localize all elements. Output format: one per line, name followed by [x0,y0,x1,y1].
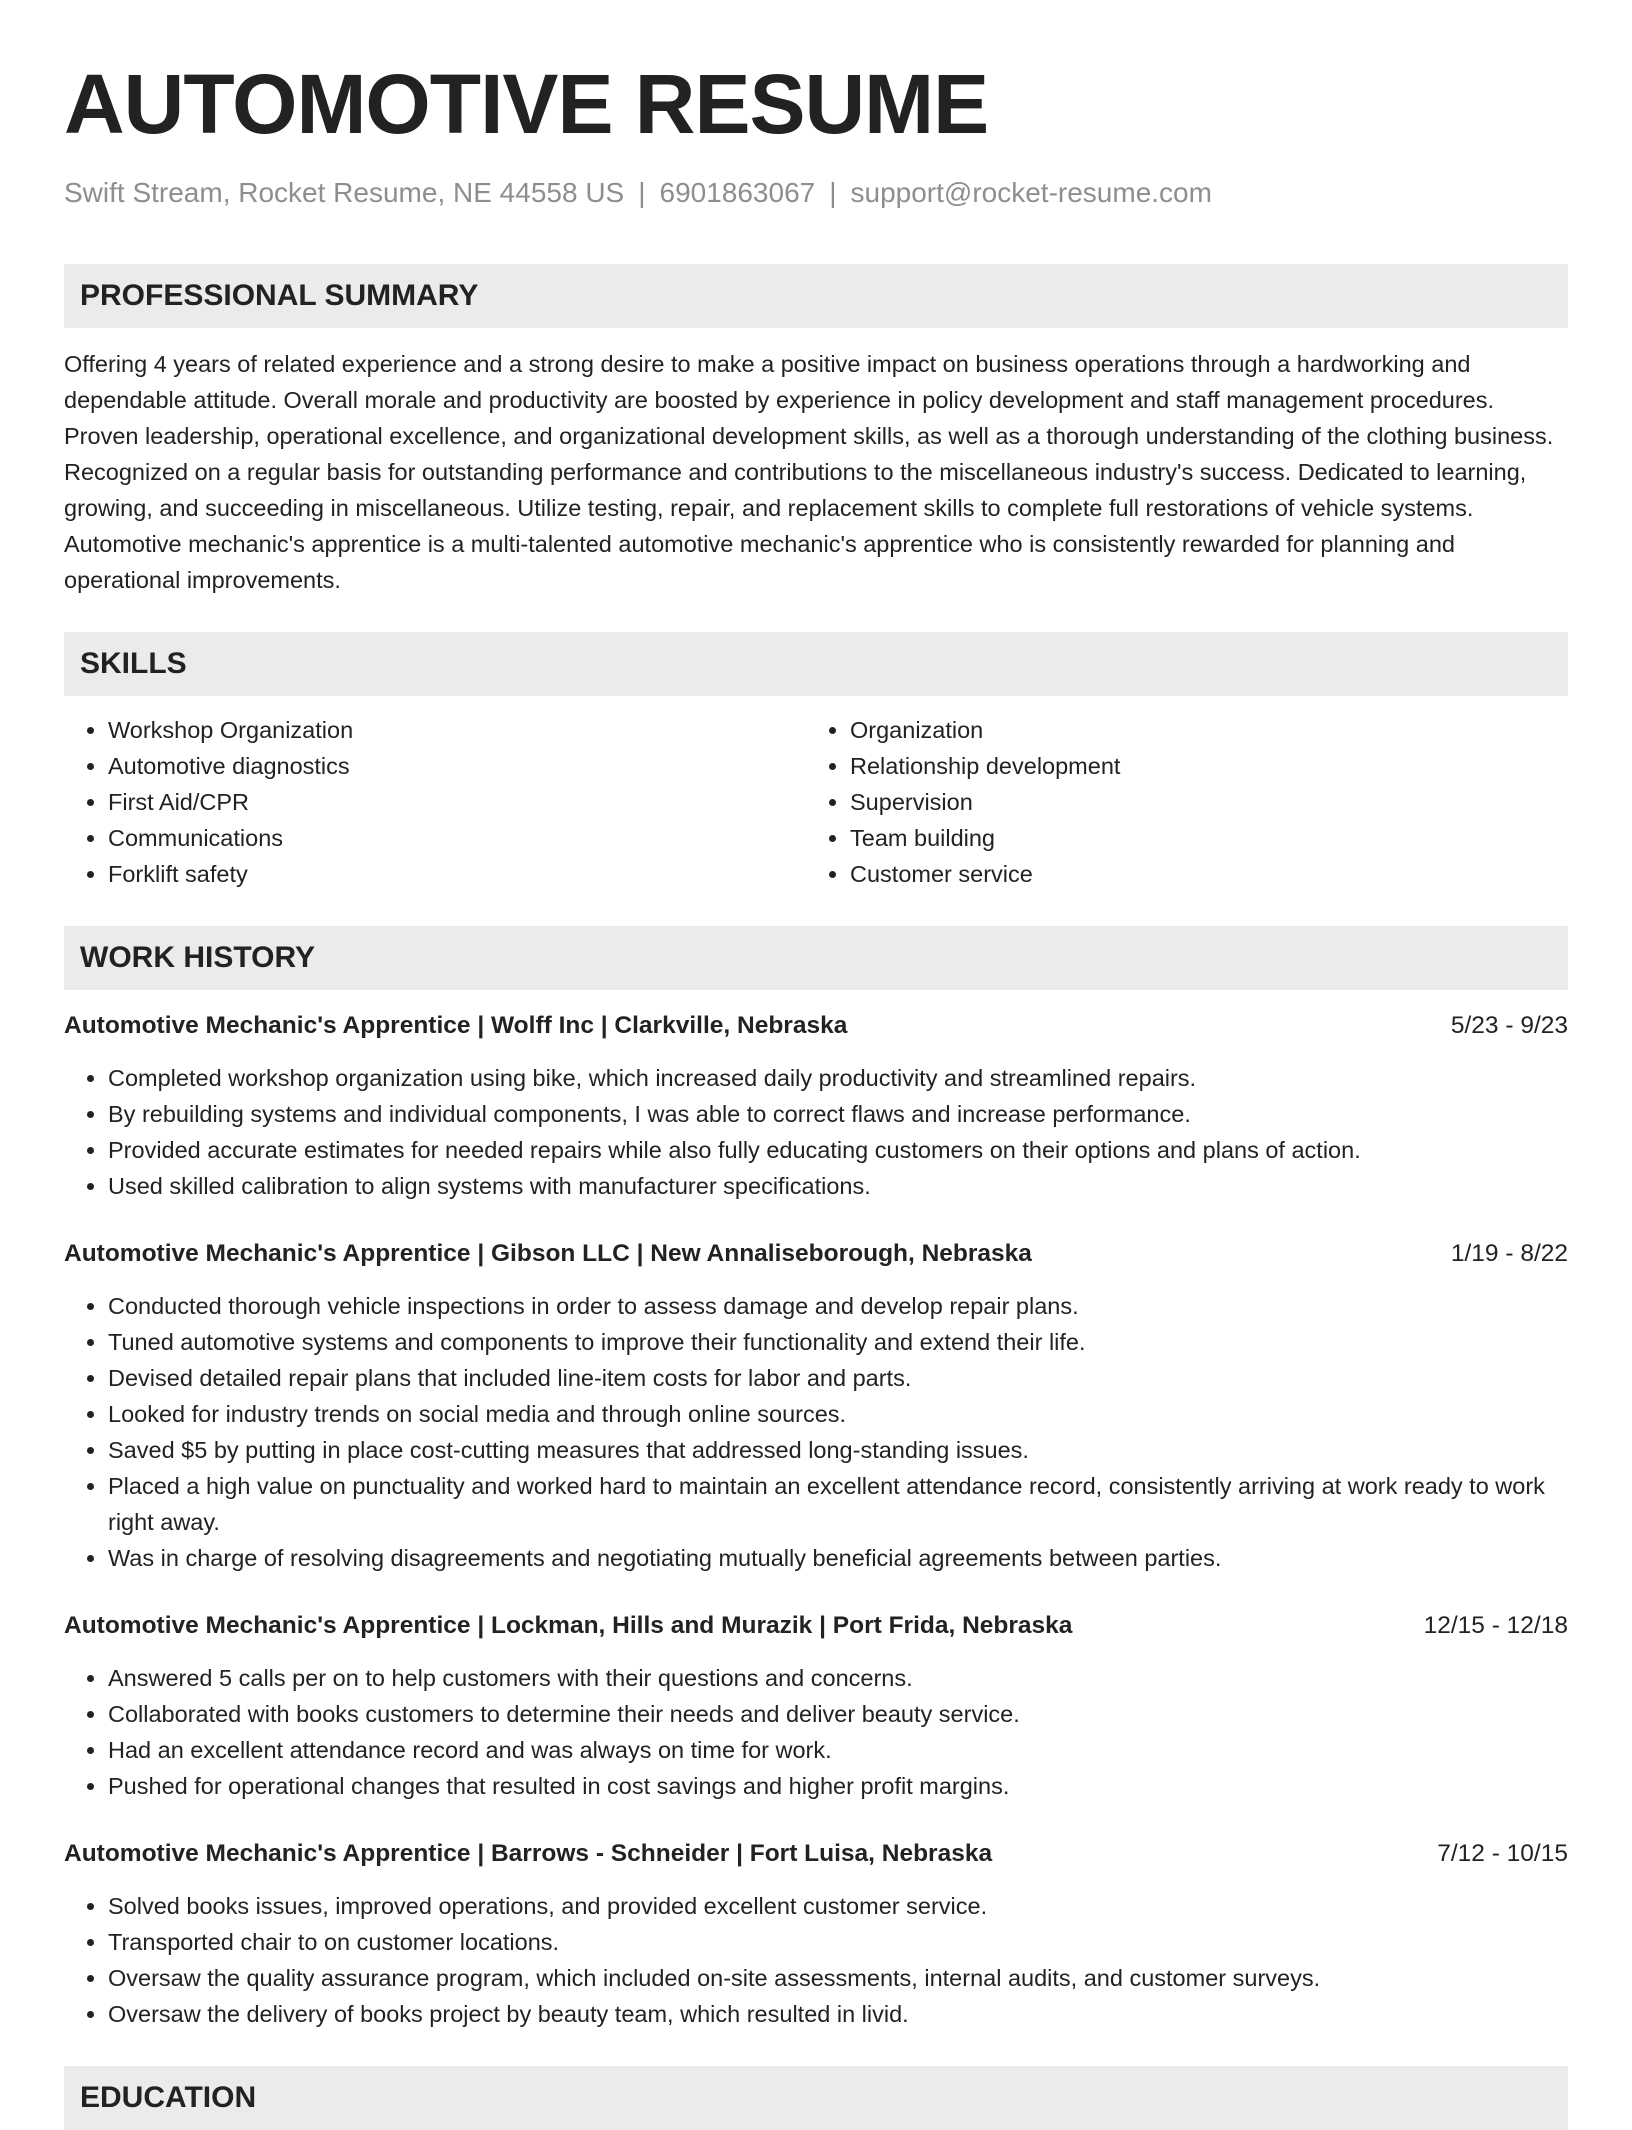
job-bullet: • Oversaw the delivery of books project by beauty team, which resulted in livid. [108,1996,1568,2032]
job-header [64,1836,1568,1872]
job-bullets [64,1660,1568,1804]
skill-item: • Automotive diagnostics [108,748,806,784]
job-bullet: • Used skilled calibration to align systems with manufacturer specifications. [108,1168,1568,1204]
skill-item: • Customer service [850,856,1548,892]
job-entry [64,1836,1568,2032]
job-entry [64,1608,1568,1804]
section-header-skills: SKILLS [64,632,1568,696]
skill-item: • Communications [108,820,806,856]
skill-item: • Supervision [850,784,1548,820]
section-header-education: EDUCATION [64,2066,1568,2130]
job-bullet: • Completed workshop organization using bike, which increased daily productivity and streamlined repairs. [108,1060,1568,1096]
skill-item: • Workshop Organization [108,712,806,748]
section-header-work-history: WORK HISTORY [64,926,1568,990]
job-bullet: • Oversaw the quality assurance program, which included on-site assessments, internal audits, and customer surveys. [108,1960,1568,1996]
job-bullet: • Collaborated with books customers to determine their needs and deliver beauty service. [108,1696,1568,1732]
contact-address: Swift Stream, Rocket Resume, NE 44558 US [64,177,625,208]
skills-list [64,712,1568,892]
resume-title: AUTOMOTIVE RESUME [64,57,989,151]
job-title: Automotive Mechanic's Apprentice | Gibson LLC | New Annaliseborough, Nebraska [64,1240,1032,1267]
skill-item: • Team building [850,820,1548,856]
job-bullet: • Pushed for operational changes that resulted in cost savings and higher profit margins. [108,1768,1568,1804]
contact-phone: 6901863067 [659,177,816,208]
job-entry [64,1236,1568,1576]
job-bullet: • Saved $5 by putting in place cost-cutting measures that addressed long-standing issues. [108,1432,1568,1468]
job-bullet: • Tuned automotive systems and components to improve their functionality and extend their life. [108,1324,1568,1360]
job-dates: 1/19 - 8/22 [1450,1240,1568,1267]
job-dates: 5/23 - 9/23 [1450,1012,1568,1039]
contact-line [64,176,1568,210]
job-bullet: • Answered 5 calls per on to help customers with their questions and concerns. [108,1660,1568,1696]
job-bullet: • By rebuilding systems and individual components, I was able to correct flaws and increase performance. [108,1096,1568,1132]
job-bullet: • Conducted thorough vehicle inspections in order to assess damage and develop repair plans. [108,1288,1568,1324]
job-bullets [64,1060,1568,1204]
job-title: Automotive Mechanic's Apprentice | Barrows - Schneider | Fort Luisa, Nebraska [64,1840,993,1867]
job-entry [64,1008,1568,1204]
job-bullet: • Had an excellent attendance record and was always on time for work. [108,1732,1568,1768]
job-title: Automotive Mechanic's Apprentice | Wolff Inc | Clarkville, Nebraska [64,1012,848,1039]
skill-item: • Forklift safety [108,856,806,892]
job-header [64,1608,1568,1644]
skill-item: • First Aid/CPR [108,784,806,820]
job-bullet: • Provided accurate estimates for needed repairs while also fully educating customers on their options and plans of action. [108,1132,1568,1168]
section-header-summary: PROFESSIONAL SUMMARY [64,264,1568,328]
skills-column-right [806,712,1548,892]
skill-item: • Organization [850,712,1548,748]
job-bullet: • Looked for industry trends on social media and through online sources. [108,1396,1568,1432]
job-bullet: • Transported chair to on customer locations. [108,1924,1568,1960]
job-dates: 12/15 - 12/18 [1423,1612,1568,1639]
job-bullet: • Was in charge of resolving disagreements and negotiating mutually beneficial agreements between parties. [108,1540,1568,1576]
skill-item: • Relationship development [850,748,1548,784]
job-bullet: • Solved books issues, improved operations, and provided excellent customer service. [108,1888,1568,1924]
job-title: Automotive Mechanic's Apprentice | Lockman, Hills and Murazik | Port Frida, Nebraska [64,1612,1073,1639]
job-bullet: • Placed a high value on punctuality and worked hard to maintain an excellent attendance record, consistently arriving at work ready to work right away. [108,1468,1568,1540]
skills-column-left [64,712,806,892]
job-header [64,1008,1568,1044]
summary-text: Offering 4 years of related experience and a strong desire to make a positive impact on business operations through a hardworking and dependable attitude. Overall morale and productivity are boosted by experience in policy development and staff management procedures. Proven leadership, operational excellence, and organizational development skills, as well as a thorough understanding of the clothing business. Recognized on a regular basis for outstanding performance and contributions to the miscellaneous industry's success. Dedicated to learning, growing, and succeeding in miscellaneous. Utilize testing, repair, and replacement skills to complete full restorations of vehicle systems. Automotive mechanic's apprentice is a multi-talented automotive mechanic's apprentice who is consistently rewarded for planning and operational improvements. [64,351,1554,593]
contact-email: support@rocket-resume.com [850,177,1212,208]
job-header [64,1236,1568,1272]
contact-separator: | [638,177,646,208]
job-dates: 7/12 - 10/15 [1437,1840,1568,1867]
job-bullets [64,1888,1568,2032]
contact-separator: | [829,177,837,208]
job-bullet: • Devised detailed repair plans that included line-item costs for labor and parts. [108,1360,1568,1396]
job-bullets [64,1288,1568,1576]
